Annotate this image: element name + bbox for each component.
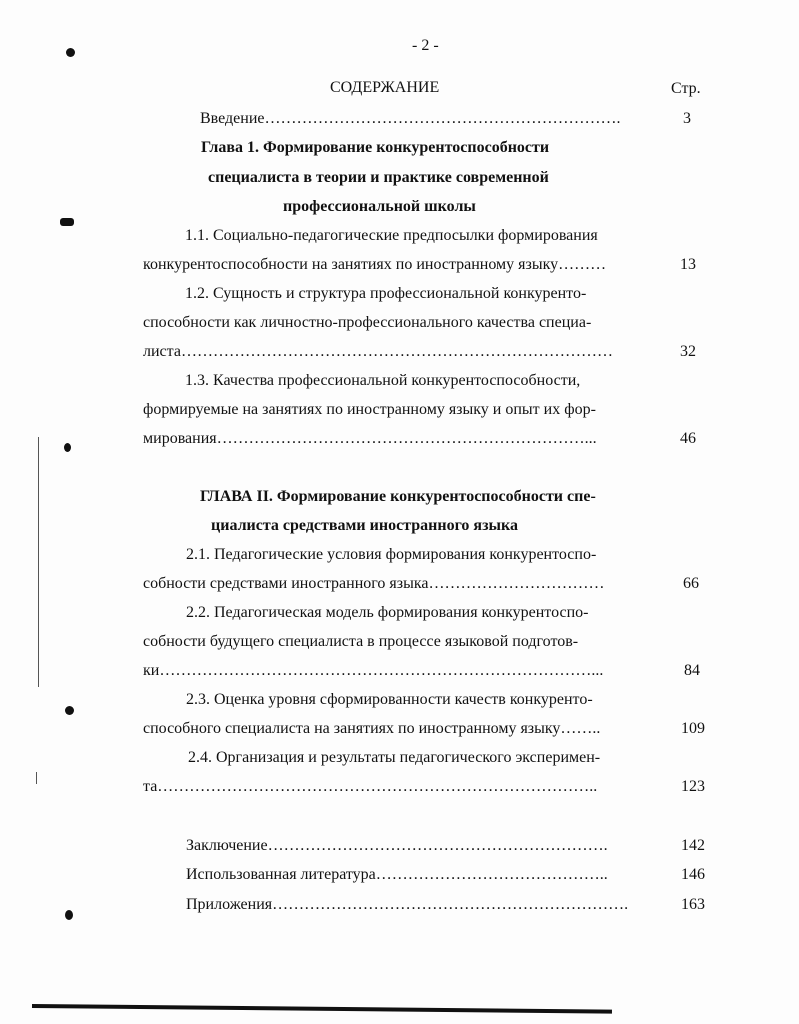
toc-page-number: 13 [680,256,696,273]
scan-edge-line [38,437,39,687]
chapter-title-line: циалиста средствами иностранного языка [211,517,518,534]
chapter-title-line: ГЛАВА II. Формирование конкурентоспособности спе- [200,488,596,505]
scan-edge-line [36,772,37,784]
toc-entry-line: 1.3. Качества профессиональной конкурентоспособности, [185,372,581,389]
chapter-title-line: профессиональной школы [283,198,476,215]
contents-heading: СОДЕРЖАНИЕ [330,79,440,96]
toc-entry-line: способного специалиста на занятиях по иностранному языку…….. [143,720,601,737]
binder-hole-mark [66,48,75,57]
page-column-label: Стр. [671,80,701,97]
toc-entry-line: 1.2. Сущность и структура профессиональной конкуренто- [185,285,587,302]
toc-page-number: 46 [680,430,696,447]
toc-entry-line: собности будущего специалиста в процессе языковой подготов- [143,633,579,650]
toc-entry-line: листа……………………………………………………………………… [143,343,613,360]
toc-page-number: 84 [684,662,700,679]
toc-page-number: 66 [683,575,699,592]
toc-entry-appendices: Приложения…………………………………………………………. [186,896,629,913]
toc-page-number: 146 [681,866,705,883]
toc-entry-line: собности средствами иностранного языка…………………………… [143,575,605,592]
toc-entry-line: конкурентоспособности на занятиях по иностранному языку……… [143,256,607,273]
toc-entry-line: та……………………………………………………………………….. [143,778,598,795]
binder-hole-mark [65,910,73,920]
toc-entry-line: способности как личностно-профессионального качества специа- [143,314,592,331]
toc-entry-line: 2.4. Организация и результаты педагогического эксперимен- [188,749,601,766]
scan-bottom-edge [32,1004,612,1014]
chapter-title-line: Глава 1. Формирование конкурентоспособности [201,139,550,156]
toc-page-number: 109 [681,720,705,737]
toc-entry-line: 2.2. Педагогическая модель формирования конкурентоспо- [186,604,589,621]
toc-page-number: 3 [683,110,691,127]
toc-entry-line: 2.3. Оценка уровня сформированности качеств конкуренто- [186,691,593,708]
toc-entry-line: ки………………………………………………………………………... [143,662,604,679]
binder-hole-mark [65,706,74,715]
toc-entry-line: формируемые на занятиях по иностранному языку и опыт их фор- [143,401,596,418]
toc-entry-line: 2.1. Педагогические условия формирования конкурентоспо- [186,546,597,563]
toc-entry-line: 1.1. Социально-педагогические предпосылки формирования [185,227,598,244]
toc-entry-bibliography: Использованная литература…………………………………….. [186,866,608,883]
toc-entry-line: мирования……………………………………………………………... [143,430,597,447]
page-number: - 2 - [412,37,439,54]
toc-entry-conclusion: Заключение………………………………………………………. [186,837,608,854]
toc-page-number: 163 [681,896,705,913]
binder-hole-mark [64,443,71,452]
toc-page-number: 32 [680,343,696,360]
toc-page-number: 142 [681,837,705,854]
toc-entry-intro: Введение…………………………………………………………. [200,110,621,127]
toc-page-number: 123 [681,778,705,795]
chapter-title-line: специалиста в теории и практике современной [208,169,549,186]
binder-hole-mark [60,218,74,226]
